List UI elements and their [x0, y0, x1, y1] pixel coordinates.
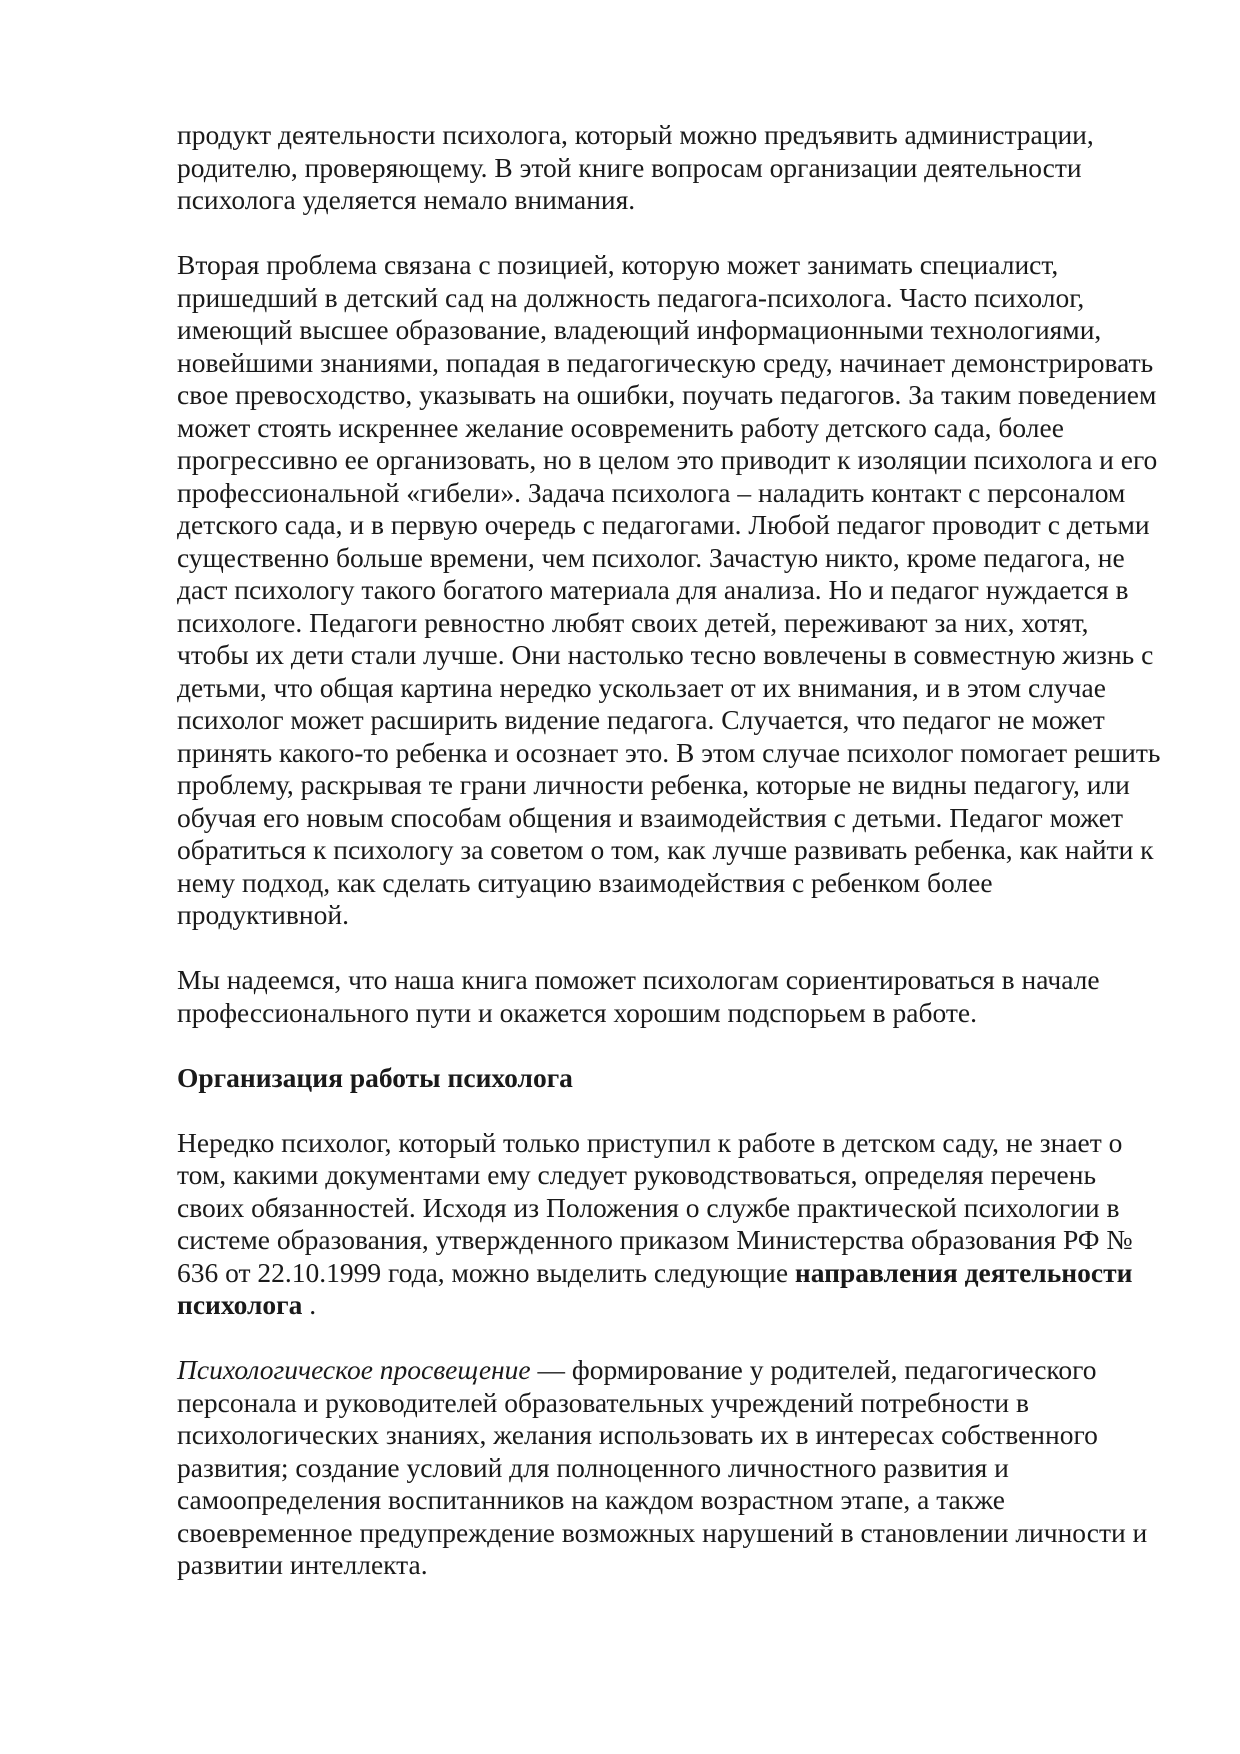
- paragraph-3: Мы надеемся, что наша книга поможет психологам сориентироваться в начале профессионального пути и окажется хорошим подспорьем в работе.: [177, 964, 1100, 1028]
- paragraph-4-text: Нередко психолог, который только приступил к работе в детском саду, не знает о том, какими документами ему следует руководствоваться, определяя перечень своих обязанностей. Исходя из Положения о службе практической психологии в системе образования, утвержденного приказом Министерства образования РФ № 636 от 22.10.1999 года, можно выделить следующие: [177, 1126, 1133, 1288]
- paragraph-1: продукт деятельности психолога, который можно предъявить администрации, родителю, проверяющему. В этой книге вопросам организации деятельности психолога уделяется немало внимания.: [177, 119, 1094, 215]
- paragraph-5: [177, 1354, 1167, 1582]
- paragraph-4-bold-term: направления деятельности психолога: [177, 1256, 1133, 1320]
- paragraph-2: Вторая проблема связана с позицией, которую может занимать специалист, пришедший в детский сад на должность педагога-психолога. Часто психолог, имеющий высшее образование, владеющий информационными технологиями, новейшими знаниями, попадая в педагогическую среду, начинает демонстрировать свое превосходство, указывать на ошибки, поучать педагогов. За таким поведением может стоять искреннее желание осовременить работу детского сада, более прогрессивно ее организовать, но в целом это приводит к изоляции психолога и его профессиональной «гибели». Задача психолога – наладить контакт с персоналом детского сада, и в первую очередь с педагогами. Любой педагог проводит с детьми существенно больше времени, чем психолог. Зачастую никто, кроме педагога, не даст психологу такого богатого материала для анализа. Но и педагог нуждается в психологе. Педагоги ревностно любят своих детей, переживают за них, хотят, чтобы их дети стали лучше. Они настолько тесно вовлечены в совместную жизнь с детьми, что общая картина нередко ускользает от их внимания, и в этом случае психолог может расширить видение педагога. Случается, что педагог не может принять какого-то ребенка и осознает это. В этом случае психолог помогает решить проблему, раскрывая те грани личности ребенка, которые не видны педагогу, или обучая его новым способам общения и взаимодействия с детьми. Педагог может обратиться к психологу за советом о том, как лучше развивать ребенка, как найти к нему подход, как сделать ситуацию взаимодействия с ребенком более продуктивной.: [177, 249, 1161, 930]
- paragraph-4: [177, 1127, 1167, 1322]
- paragraph-5-italic-term: Психологическое просвещение: [177, 1354, 531, 1385]
- section-heading: Организация работы психолога: [177, 1061, 573, 1093]
- paragraph-4-end: .: [302, 1289, 317, 1320]
- page-content: [177, 119, 1167, 1582]
- paragraph-5-text: — формирование у родителей, педагогического персонала и руководителей образовательных учреждений потребности в психологических знаниях, желания использовать их в интересах собственного развития; создание условий для полноценного личностного развития и самоопределения воспитанников на каждом возрастном этапе, а также своевременное предупреждение возможных нарушений в становлении личности и развитии интеллекта.: [177, 1354, 1148, 1580]
